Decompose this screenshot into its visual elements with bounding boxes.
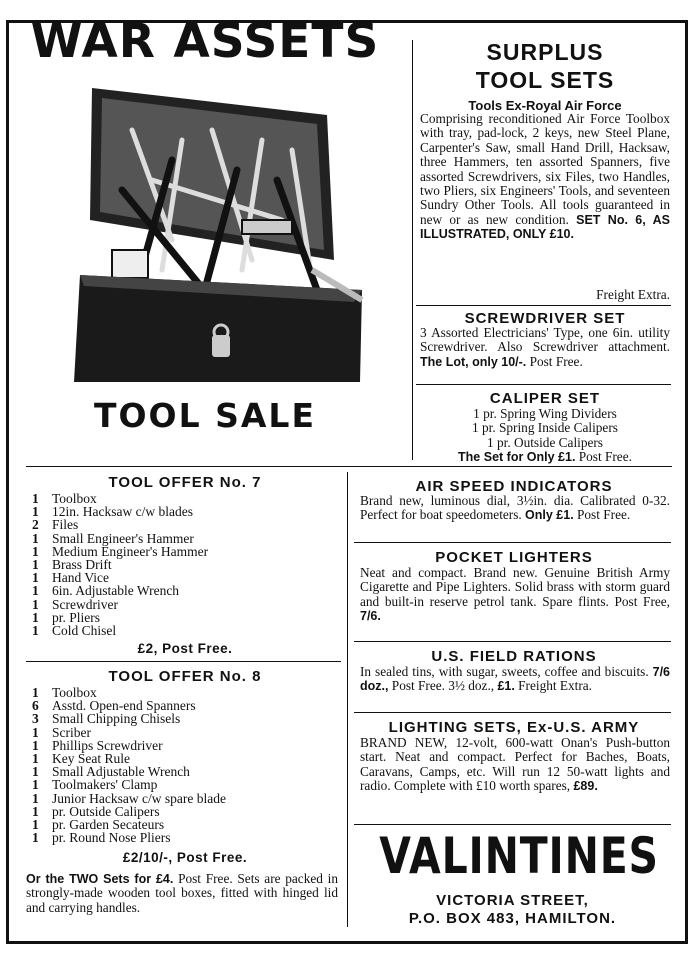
headline: WAR ASSETS (30, 14, 380, 69)
rations-freight: Freight Extra. (518, 678, 593, 694)
item-quantity: 1 (32, 830, 39, 846)
lighting-title: LIGHTING SETS, Ex-U.S. ARMY (388, 719, 640, 736)
item-name: 12in. Hacksaw c/w blades (52, 504, 193, 520)
item-quantity: 1 (32, 817, 39, 833)
list-item (32, 598, 342, 611)
item-quantity: 1 (32, 790, 39, 806)
caliper-price-line (420, 449, 670, 465)
item-quantity: 1 (32, 583, 39, 599)
caliper-line: 1 pr. Spring Wing Dividers (473, 406, 617, 421)
divider-caliper (416, 384, 671, 385)
offer7-list (32, 492, 342, 637)
item-name: Small Chipping Chisels (52, 711, 181, 727)
column-divider-top (412, 40, 413, 460)
list-item (32, 624, 342, 637)
item-name: Cold Chisel (52, 623, 117, 639)
rations-rest: Post Free. 3½ doz., (391, 678, 495, 694)
item-name: Screwdriver (52, 596, 118, 612)
list-item (32, 726, 342, 739)
rations-price2: £1. (497, 679, 515, 694)
item-quantity: 1 (32, 751, 39, 767)
divider-rations (354, 641, 671, 642)
surplus-description (420, 112, 670, 242)
company-street: VICTORIA STREET, (436, 892, 589, 909)
rations-title: U.S. FIELD RATIONS (431, 648, 597, 665)
item-quantity: 2 (32, 517, 39, 533)
rations-price: 7/6 doz., (360, 665, 671, 694)
divider-lighters (354, 542, 671, 543)
item-quantity: 1 (32, 609, 39, 625)
caliper-postage: Post Free. (578, 449, 632, 464)
item-quantity: 1 (32, 737, 39, 753)
surplus-subtitle: Tools Ex-Royal Air Force (468, 98, 622, 113)
item-name: pr. Round Nose Pliers (52, 830, 171, 846)
item-quantity: 1 (32, 557, 39, 573)
item-name: Files (52, 517, 79, 533)
item-name: pr. Outside Calipers (52, 803, 160, 819)
item-name: Brass Drift (52, 557, 112, 573)
item-name: Hand Vice (52, 570, 110, 586)
surplus-freight: Freight Extra. (596, 287, 670, 302)
item-name: Toolbox (52, 491, 97, 506)
list-item (32, 505, 342, 518)
surplus-title-line2: TOOL SETS (475, 67, 615, 93)
item-name: Junior Hacksaw c/w spare blade (52, 790, 226, 806)
caliper-title: CALIPER SET (489, 390, 601, 407)
item-name: Scriber (52, 724, 91, 740)
screwdriver-body: 3 Assorted Electricians' Type, one 6in. utility Screwdriver. Also Screwdriver attachment. (420, 325, 670, 355)
divider-lighting (354, 712, 671, 713)
screwdriver-postage: Post Free. (529, 353, 583, 369)
item-name: Key Seat Rule (52, 751, 130, 767)
offer8-title: TOOL OFFER No. 8 (108, 668, 262, 685)
item-name: Small Adjustable Wrench (52, 764, 190, 780)
caliper-line: 1 pr. Outside Calipers (487, 434, 603, 450)
company-name: VALINTINES (379, 827, 659, 885)
item-quantity: 1 (32, 685, 39, 700)
item-name: Phillips Screwdriver (52, 737, 163, 753)
column-divider-bottom (347, 472, 348, 927)
item-quantity: 1 (32, 530, 39, 546)
item-name: Toolmakers' Clamp (52, 777, 158, 793)
item-name: Medium Engineer's Hammer (52, 543, 209, 559)
list-item (32, 792, 342, 805)
airspeed-price: Only £1. (525, 508, 574, 523)
both-sets-body: Post Free. Sets are packed in strongly-made wooden tool boxes, fitted with hinged lid and carrying handles. (26, 871, 338, 915)
item-name: 6in. Adjustable Wrench (52, 583, 180, 599)
divider-company (354, 824, 671, 825)
item-quantity: 1 (32, 596, 39, 612)
divider-offer8 (26, 661, 341, 662)
item-quantity: 1 (32, 623, 39, 639)
item-quantity: 1 (32, 724, 39, 740)
item-quantity: 6 (32, 698, 39, 714)
divider-main (26, 466, 672, 467)
rations-description (360, 665, 670, 694)
surplus-title-line1: SURPLUS (486, 39, 604, 65)
surplus-body: Comprising reconditioned Air Force Toolbox with tray, pad-lock, 2 keys, new Steel Plane, Carpenter's Saw, small Hand Drill, Hacksaw, three Hammers, ten assorted Spanners, five assorted Screwdrivers, six Files, two Handles, two Pliers, six Engineers' Tools, and seventeen Sundry Other Tools. All tools guaranteed in new or as new condition. (420, 111, 670, 227)
item-quantity: 1 (32, 777, 39, 793)
airspeed-title: AIR SPEED INDICATORS (415, 478, 613, 495)
item-name: Toolbox (52, 685, 97, 700)
toolbox-photo-icon (62, 70, 372, 382)
caliper-line: 1 pr. Spring Inside Calipers (472, 420, 618, 436)
caliper-price: The Set for Only £1. (458, 450, 576, 464)
lighters-description (360, 566, 670, 624)
item-name: Small Engineer's Hammer (52, 530, 194, 546)
lighting-body: BRAND NEW, 12-volt, 600-watt Onan's Push-button start. Neat and compact. Perfect for Baches, Boats, Caravans, Camps, etc. Will run 12 50-watt lights and radio. Complete with £10 worth spares, (360, 735, 670, 794)
list-item (32, 712, 342, 725)
screwdriver-price: The Lot, only 10/-. (420, 354, 527, 369)
screwdriver-title: SCREWDRIVER SET (464, 310, 626, 327)
lighters-body: Neat and compact. Brand new. Genuine British Army Cigarette and Pipe Lighters. Solid brass with storm guard and built-in reserve petrol tank. Spare flints. Post Free, (360, 565, 670, 609)
lighters-title: POCKET LIGHTERS (435, 549, 593, 566)
offer7-price: £2, Post Free. (137, 641, 233, 656)
caliper-lines (420, 407, 670, 450)
company-box: P.O. BOX 483, HAMILTON. (408, 910, 617, 927)
lighting-price: £89. (573, 779, 598, 794)
list-item (32, 532, 342, 545)
lighting-description (360, 736, 670, 794)
sub-headline: TOOL SALE (93, 396, 316, 435)
item-quantity: 1 (32, 543, 39, 559)
item-name: Asstd. Open-end Spanners (52, 698, 196, 714)
item-quantity: 1 (32, 504, 39, 520)
airspeed-body: Brand new, luminous dial, 3½in. dia. Calibrated 0-32. Perfect for boat speedometers. (360, 493, 670, 523)
offer8-list (32, 686, 342, 844)
item-name: pr. Pliers (52, 609, 101, 625)
offer7-title: TOOL OFFER No. 7 (108, 474, 262, 491)
screwdriver-description (420, 326, 670, 369)
list-item (32, 778, 342, 791)
list-item (32, 518, 342, 531)
offer8-price: £2/10/-, Post Free. (122, 850, 248, 865)
item-quantity: 3 (32, 711, 39, 727)
divider-screwdriver (416, 305, 671, 306)
item-name: pr. Garden Secateurs (52, 817, 165, 833)
item-quantity: 1 (32, 803, 39, 819)
both-sets-lead: Or the TWO Sets for £4. (26, 872, 174, 886)
airspeed-postage: Post Free. (577, 507, 631, 523)
surplus-offer: SET No. 6, AS ILLUSTRATED, ONLY £10. (420, 212, 670, 242)
airspeed-description (360, 494, 670, 523)
list-item (32, 584, 342, 597)
lighters-price: 7/6. (360, 609, 381, 624)
item-quantity: 1 (32, 764, 39, 780)
item-quantity: 1 (32, 570, 39, 586)
both-sets-text (26, 872, 338, 915)
item-quantity: 1 (32, 491, 39, 506)
list-item (32, 831, 342, 844)
rations-body: In sealed tins, with sugar, sweets, coffee and biscuits. (360, 664, 649, 679)
